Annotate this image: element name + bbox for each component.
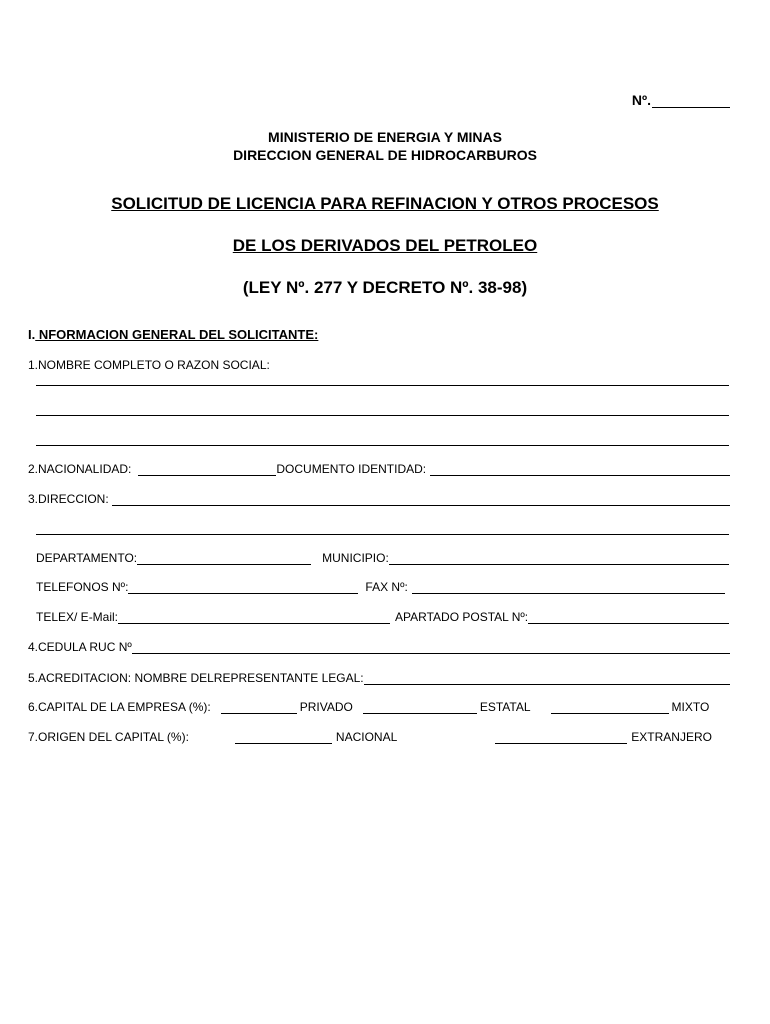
- nombre-field-line3[interactable]: [36, 445, 729, 446]
- extranjero-label: EXTRANJERO: [631, 730, 712, 744]
- direccion-field[interactable]: [112, 493, 730, 506]
- cedula-field[interactable]: [132, 641, 730, 654]
- law-reference: (LEY Nº. 277 Y DECRETO Nº. 38-98): [242, 278, 528, 297]
- nombre-field-line1[interactable]: [36, 385, 729, 386]
- telefonos-row: [36, 580, 725, 594]
- apartado-field[interactable]: [528, 611, 729, 624]
- section-prefix: I.: [28, 327, 36, 342]
- ministry-name: MINISTERIO DE ENERGIA Y MINAS: [268, 129, 502, 145]
- direccion-label: 3.DIRECCION:: [28, 492, 109, 506]
- section-heading: [28, 327, 318, 342]
- telex-row: [36, 610, 729, 624]
- nacionalidad-label: 2.NACIONALIDAD:: [28, 462, 132, 476]
- estatal-field[interactable]: [363, 701, 477, 714]
- form-number-field[interactable]: [652, 93, 730, 108]
- telefonos-field[interactable]: [128, 581, 358, 594]
- extranjero-field[interactable]: [495, 731, 627, 744]
- mixto-label: MIXTO: [671, 700, 710, 714]
- fax-field[interactable]: [412, 581, 725, 594]
- form-number: [632, 92, 730, 108]
- capital-row: [28, 700, 730, 714]
- documento-label: DOCUMENTO IDENTIDAD:: [276, 462, 427, 476]
- departamento-label: DEPARTAMENTO:: [36, 551, 138, 565]
- mixto-field[interactable]: [551, 701, 669, 714]
- municipio-field[interactable]: [389, 552, 729, 565]
- section-title: NFORMACION GENERAL DEL SOLICITANTE:: [35, 327, 319, 342]
- origen-row: [28, 730, 730, 744]
- privado-label: PRIVADO: [299, 700, 353, 714]
- nombre-label: 1.NOMBRE COMPLETO O RAZON SOCIAL:: [28, 358, 270, 372]
- nacional-field[interactable]: [235, 731, 332, 744]
- form-number-label: Nº.: [631, 92, 651, 108]
- ministry-header: [0, 128, 770, 164]
- estatal-label: ESTATAL: [479, 700, 531, 714]
- origen-label: 7.ORIGEN DEL CAPITAL (%):: [28, 730, 189, 744]
- nacionalidad-row: [28, 462, 730, 476]
- form-title-line2: DE LOS DERIVADOS DEL PETROLEO: [232, 236, 538, 255]
- privado-field[interactable]: [221, 701, 297, 714]
- direccion-row: [28, 492, 730, 506]
- departamento-row: [36, 551, 729, 565]
- cedula-label: 4.CEDULA RUC Nº: [28, 640, 132, 654]
- telefonos-label: TELEFONOS Nº:: [36, 580, 129, 594]
- fax-label: FAX Nº:: [365, 580, 408, 594]
- nacional-label: NACIONAL: [335, 730, 398, 744]
- departamento-field[interactable]: [137, 552, 311, 565]
- capital-label: 6.CAPITAL DE LA EMPRESA (%):: [28, 700, 211, 714]
- cedula-row: [28, 640, 730, 654]
- acreditacion-field[interactable]: [364, 672, 730, 685]
- telex-field[interactable]: [118, 611, 390, 624]
- nombre-field-line2[interactable]: [36, 415, 729, 416]
- municipio-label: MUNICIPIO:: [322, 551, 389, 565]
- direccion-field-line2[interactable]: [36, 534, 729, 535]
- telex-label: TELEX/ E-Mail:: [36, 610, 119, 624]
- apartado-label: APARTADO POSTAL Nº:: [395, 610, 529, 624]
- documento-field[interactable]: [430, 463, 730, 476]
- acreditacion-row: [28, 671, 730, 685]
- acreditacion-label: 5.ACREDITACION: NOMBRE DELREPRESENTANTE LEGAL:: [28, 671, 364, 685]
- nacionalidad-field[interactable]: [138, 463, 276, 476]
- form-title-line1: SOLICITUD DE LICENCIA PARA REFINACION Y OTROS PROCESOS: [111, 194, 659, 213]
- directorate-name: DIRECCION GENERAL DE HIDROCARBUROS: [233, 147, 537, 163]
